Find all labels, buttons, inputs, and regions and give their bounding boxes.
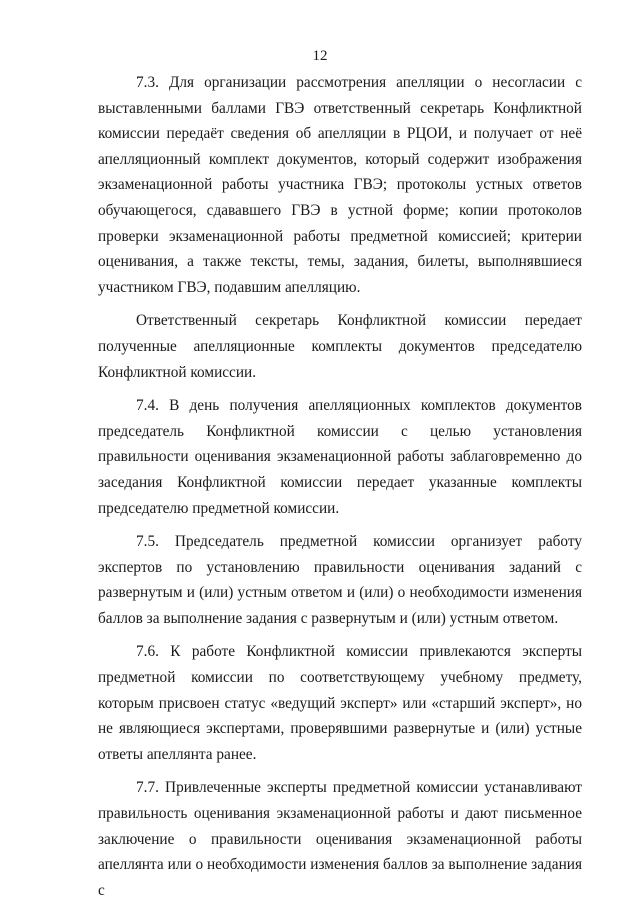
paragraph-7-3: 7.3. Для организации рассмотрения апелляции о несогласии с выставленными баллами ГВЭ ответственный секретарь Конфликтной комиссии передаёт сведения об апелляции в РЦОИ, и получает от неё апелляционный комплект документов, который содержит изображения экзаменационной работы участника ГВЭ; протоколы устных ответов обучающегося, сдававшего ГВЭ в устной форме; копии протоколов проверки экзаменационной работы предметной комиссией; критерии оценивания, а также тексты, темы, задания, билеты, выполнявшиеся участником ГВЭ, подавшим апелляцию. bbox=[98, 74, 582, 296]
paragraph-7-5: 7.5. Председатель предметной комиссии организует работу экспертов по установлению правильности оценивания заданий с развернутым и (или) устным ответом и (или) о необходимости изменения баллов за выполнение задания с развернутым и (или) устным ответом. bbox=[98, 533, 582, 627]
paragraph-7-4: 7.4. В день получения апелляционных комплектов документов председатель Конфликтной комиссии с целью установления правильности оценивания экзаменационной работы заблаговременно до заседания Конфликтной комиссии передает указанные комплекты председателю предметной комиссии. bbox=[98, 397, 582, 517]
paragraph-secretary-transfer: Ответственный секретарь Конфликтной комиссии передает полученные апелляционные комплекты документов председателю Конфликтной комиссии. bbox=[98, 312, 582, 381]
paragraph-7-6: 7.6. К работе Конфликтной комиссии привлекаются эксперты предметной комиссии по соответствующему учебному предмету, которым присвоен статус «ведущий эксперт» или «старший эксперт», но не являющиеся экспертами, проверявшими развернутые и (или) устные ответы апеллянта ранее. bbox=[98, 643, 582, 763]
page-number: 12 bbox=[312, 48, 328, 64]
document-body bbox=[98, 70, 582, 903]
paragraph-7-7: 7.7. Привлеченные эксперты предметной комиссии устанавливают правильность оценивания экзаменационной работы и дают письменное заключение о правильности оценивания экзаменационной работы апеллянта или о необходимости изменения баллов за выполнение задания с bbox=[98, 779, 582, 899]
